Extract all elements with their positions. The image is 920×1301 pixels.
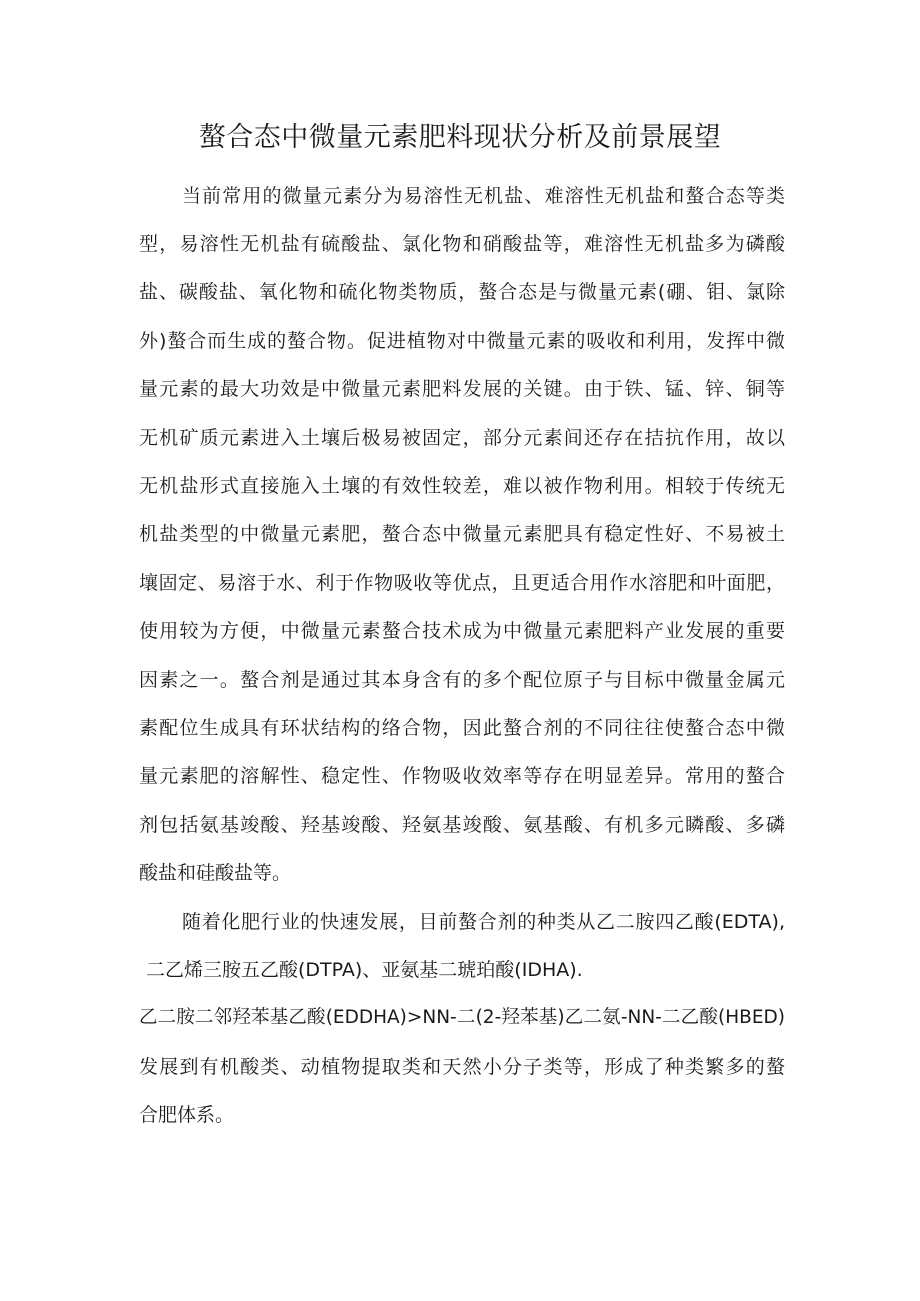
paragraph-line: 无机矿质元素进入土壤后极易被固定，部分元素间还存在拮抗作用，故以 [139,427,785,449]
paragraph-line: 使用较为方便，中微量元素螯合技术成为中微量元素肥料产业发展的重要 [139,620,785,642]
paragraph-line: 随着化肥行业的快速发展，目前螯合剂的种类从乙二胺四乙酸(EDTA), [182,911,785,933]
paragraph-line: 盐、碳酸盐、氧化物和硫化物类物质，螯合态是与微量元素(硼、钼、氯除 [139,281,785,303]
paragraph-line: 合肥体系。 [139,1104,235,1126]
paragraph-line: 无机盐形式直接施入土壤的有效性较差，难以被作物利用。相较于传统无 [139,475,785,497]
paragraph-line: 当前常用的微量元素分为易溶性无机盐、难溶性无机盐和螯合态等类 [182,185,785,207]
paragraph-line: 量元素肥的溶解性、稳定性、作物吸收效率等存在明显差异。常用的螯合 [139,765,785,787]
paragraph-line: 发展到有机酸类、动植物提取类和天然小分子类等，形成了种类繁多的螯 [139,1056,785,1078]
paragraph-line: 剂包括氨基竣酸、羟基竣酸、羟氨基竣酸、氨基酸、有机多元瞵酸、多磷 [139,814,785,836]
paragraph-line: 因素之一。螯合剂是通过其本身含有的多个配位原子与目标中微量金属元 [139,669,785,691]
document-title: 螯合态中微量元素肥料现状分析及前景展望 [198,122,722,153]
paragraph-line: 乙二胺二邻羟苯基乙酸(EDDHA)>NN-二(2-羟苯基)乙二氨-NN-二乙酸(HBED) [139,1007,785,1028]
paragraph-line: 酸盐和硅酸盐等。 [139,862,292,884]
paragraph-line: 外)螯合而生成的螯合物。促进植物对中微量元素的吸收和利用，发挥中微 [139,330,785,352]
paragraph-line: 机盐类型的中微量元素肥，螯合态中微量元素肥具有稳定性好、不易被土 [139,523,785,545]
paragraph-line: 二乙烯三胺五乙酸(DTPA)、亚氨基二琥珀酸(IDHA). [146,959,583,981]
paragraph-line: 素配位生成具有环状结构的络合物，因此螯合剂的不同往往使螯合态中微 [139,717,785,739]
paragraph-line: 型，易溶性无机盐有硫酸盐、氯化物和硝酸盐等，难溶性无机盐多为磷酸 [139,233,785,255]
paragraph-line: 壤固定、易溶于水、利于作物吸收等优点，且更适合用作水溶肥和叶面肥， [139,572,785,594]
paragraph-line: 量元素的最大功效是中微量元素肥料发展的关键。由于铁、锰、锌、铜等 [139,378,785,400]
